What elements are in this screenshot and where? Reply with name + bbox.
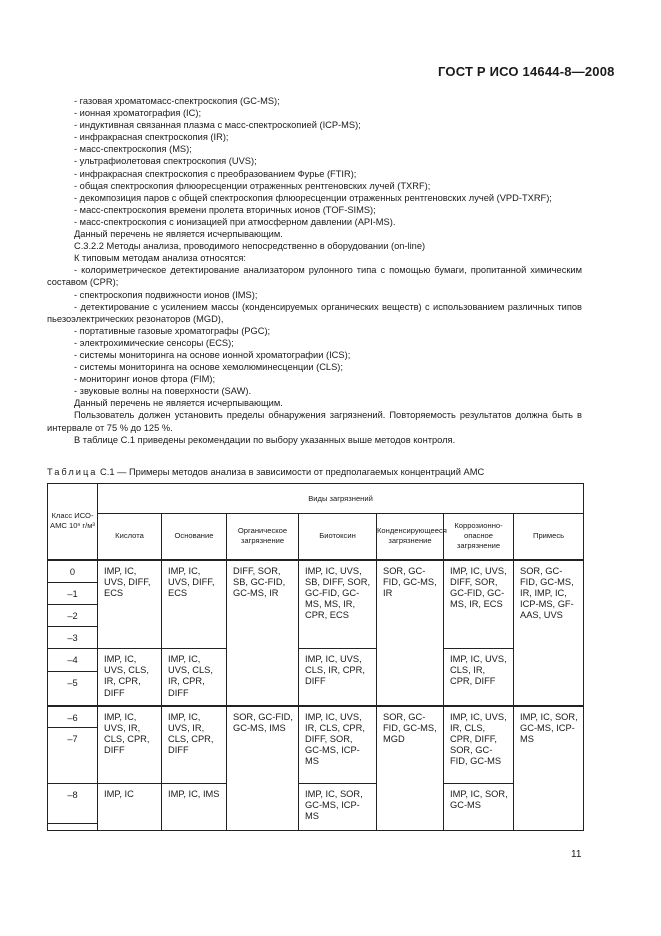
cell-biotoxin: IMP, IC, SOR, GC-MS, ICP-MS bbox=[299, 784, 377, 831]
body-paragraph: - газовая хроматомасс-спектроскопия (GC-MS); bbox=[74, 96, 280, 106]
body-paragraph: - общая спектроскопия флюоресценции отраженных рентгеновских лучей (TXRF); bbox=[74, 180, 431, 191]
body-paragraph: - колориметрическое детектирование анализатором рулонного типа с помощью бумаги, пропитанной химическим составом (CPR); bbox=[47, 265, 582, 288]
cell-base: IMP, IC, UVS, CLS, IR, CPR, DIFF bbox=[162, 649, 227, 706]
cell-base: IMP, IC, UVS, DIFF, ECS bbox=[162, 560, 227, 649]
table-caption-text: С.1 — Примеры методов анализа в зависимости от предполагаемых концентраций АМС bbox=[97, 467, 485, 477]
class-cell: 0 bbox=[48, 560, 98, 583]
cell-condensable: SOR, GC-FID, GC-MS, IR bbox=[377, 560, 444, 706]
table-caption bbox=[47, 467, 484, 477]
class-cell: –3 bbox=[48, 627, 98, 649]
body-paragraph: - детектирование с усилением массы (конденсируемых органических веществ) с использованием различных типов пьезоэлектрических резонаторов (MGD), bbox=[47, 301, 582, 324]
body-paragraph: - спектроскопия подвижности ионов (IMS); bbox=[74, 289, 258, 300]
body-paragraph: - индуктивная связанная плазма с масс-спектроскопией (ICP-MS); bbox=[74, 120, 361, 131]
body-paragraph: - масс-спектроскопия времени пролета вторичных ионов (TOF-SIMS); bbox=[74, 204, 376, 215]
class-header-text: Класс ИСО-АМС 10ⁿ г/м³ bbox=[50, 511, 95, 531]
cell-acid: IMP, IC, UVS, DIFF, ECS bbox=[98, 560, 162, 649]
cell-base: IMP, IC, IMS bbox=[162, 784, 227, 831]
page-number: 11 bbox=[571, 849, 582, 860]
body-paragraph: - масс-спектроскопия (MS); bbox=[74, 144, 192, 155]
class-cell: –1 bbox=[48, 583, 98, 605]
cell-corrosive: IMP, IC, UVS, IR, CLS, CPR, DIFF, SOR, GC-FID, GC-MS bbox=[444, 706, 514, 784]
body-paragraph: - ультрафиолетовая спектроскопия (UVS); bbox=[74, 156, 257, 167]
col-header-condensable: Конденсирующееся загрязнение bbox=[377, 514, 444, 560]
cell-corrosive: IMP, IC, UVS, CLS, IR, CPR, DIFF bbox=[444, 649, 514, 706]
body-paragraph: - мониторинг ионов фтора (FIM); bbox=[74, 374, 216, 385]
class-cell: –5 bbox=[48, 672, 98, 706]
body-paragraph: С.3.2.2 Методы анализа, проводимого непосредственно в оборудовании (on-line) bbox=[74, 241, 426, 252]
cell-biotoxin: IMP, IC, UVS, CLS, IR, CPR, DIFF bbox=[299, 649, 377, 706]
document-header: ГОСТ Р ИСО 14644-8—2008 bbox=[438, 64, 615, 79]
cell-acid: IMP, IC, UVS, IR, CLS, CPR, DIFF bbox=[98, 706, 162, 784]
group-header: Виды загрязнений bbox=[98, 484, 584, 514]
cell-acid: IMP, IC, UVS, CLS, IR, CPR, DIFF bbox=[98, 649, 162, 706]
class-cell: –8 bbox=[48, 784, 98, 824]
col-header-corrosive: Коррозионно-опасное загрязнение bbox=[444, 514, 514, 560]
cell-biotoxin: IMP, IC, UVS, IR, CLS, CPR, DIFF, SOR, GC-MS, ICP-MS bbox=[299, 706, 377, 784]
body-paragraph: К типовым методам анализа относятся: bbox=[74, 253, 246, 264]
cell-corrosive: IMP, IC, UVS, DIFF, SOR, GC-FID, GC-MS, IR, ECS bbox=[444, 560, 514, 649]
class-cell: –2 bbox=[48, 605, 98, 627]
cell-base: IMP, IC, UVS, IR, CLS, CPR, DIFF bbox=[162, 706, 227, 784]
cell-corrosive: IMP, IC, SOR, GC-MS bbox=[444, 784, 514, 831]
body-paragraph: - масс-спектроскопия с ионизацией при атмосферном давлении (API-MS). bbox=[74, 216, 396, 227]
cell-acid: IMP, IC bbox=[98, 784, 162, 831]
body-paragraph: - инфракрасная спектроскопия с преобразованием Фурье (FTIR); bbox=[74, 168, 357, 179]
col-header-base: Основание bbox=[162, 514, 227, 560]
class-header bbox=[48, 484, 98, 560]
body-paragraph: - декомпозиция паров с общей спектроскопия флюоресценции отраженных рентгеновских лучей (VPD-TXRF); bbox=[74, 192, 552, 203]
class-cell-empty bbox=[48, 824, 98, 831]
cell-biotoxin: IMP, IC, UVS, SB, DIFF, SOR, GC-FID, GC-MS, MS, IR, CPR, ECS bbox=[299, 560, 377, 649]
col-header-acid: Кислота bbox=[98, 514, 162, 560]
methods-table bbox=[47, 483, 584, 831]
col-header-organic: Органическое загрязнение bbox=[227, 514, 299, 560]
body-text bbox=[47, 95, 582, 446]
body-paragraph: - звуковые волны на поверхности (SAW). bbox=[74, 386, 252, 397]
class-cell: –7 bbox=[48, 728, 98, 784]
col-header-biotoxin: Биотоксин bbox=[299, 514, 377, 560]
body-paragraph: В таблице С.1 приведены рекомендации по выбору указанных выше методов контроля. bbox=[74, 434, 456, 445]
body-paragraph: - ионная хроматография (IC); bbox=[74, 108, 202, 119]
cell-organic: SOR, GC-FID, GC-MS, IMS bbox=[227, 706, 299, 831]
body-paragraph: - электрохимические сенсоры (ECS); bbox=[74, 337, 234, 348]
body-paragraph: - системы мониторинга на основе ионной хроматографии (ICS); bbox=[74, 349, 351, 360]
class-cell: –4 bbox=[48, 649, 98, 672]
body-paragraph: Пользователь должен установить пределы обнаружения загрязнений. Повторяемость результатов должна быть в интервале от 75 % до 125 %. bbox=[47, 410, 582, 433]
table-caption-label: Таблица bbox=[47, 467, 98, 477]
cell-condensable: SOR, GC-FID, GC-MS, MGD bbox=[377, 706, 444, 831]
body-paragraph: Данный перечень не является исчерпывающим. bbox=[74, 229, 283, 240]
body-paragraph: - портативные газовые хроматографы (PGC); bbox=[74, 325, 271, 336]
cell-dopant: IMP, IC, SOR, GC-MS, ICP-MS bbox=[514, 706, 584, 831]
class-cell: –6 bbox=[48, 706, 98, 728]
cell-dopant: SOR, GC-FID, GC-MS, IR, IMP, IC, ICP-MS, GF-AAS, UVS bbox=[514, 560, 584, 706]
body-paragraph: Данный перечень не является исчерпывающим. bbox=[74, 398, 283, 409]
col-header-dopant: Примесь bbox=[514, 514, 584, 560]
body-paragraph: - системы мониторинга на основе хемолюминесценции (CLS); bbox=[74, 362, 343, 373]
body-paragraph: - инфракрасная спектроскопия (IR); bbox=[74, 132, 229, 143]
cell-organic: DIFF, SOR, SB, GC-FID, GC-MS, IR bbox=[227, 560, 299, 706]
